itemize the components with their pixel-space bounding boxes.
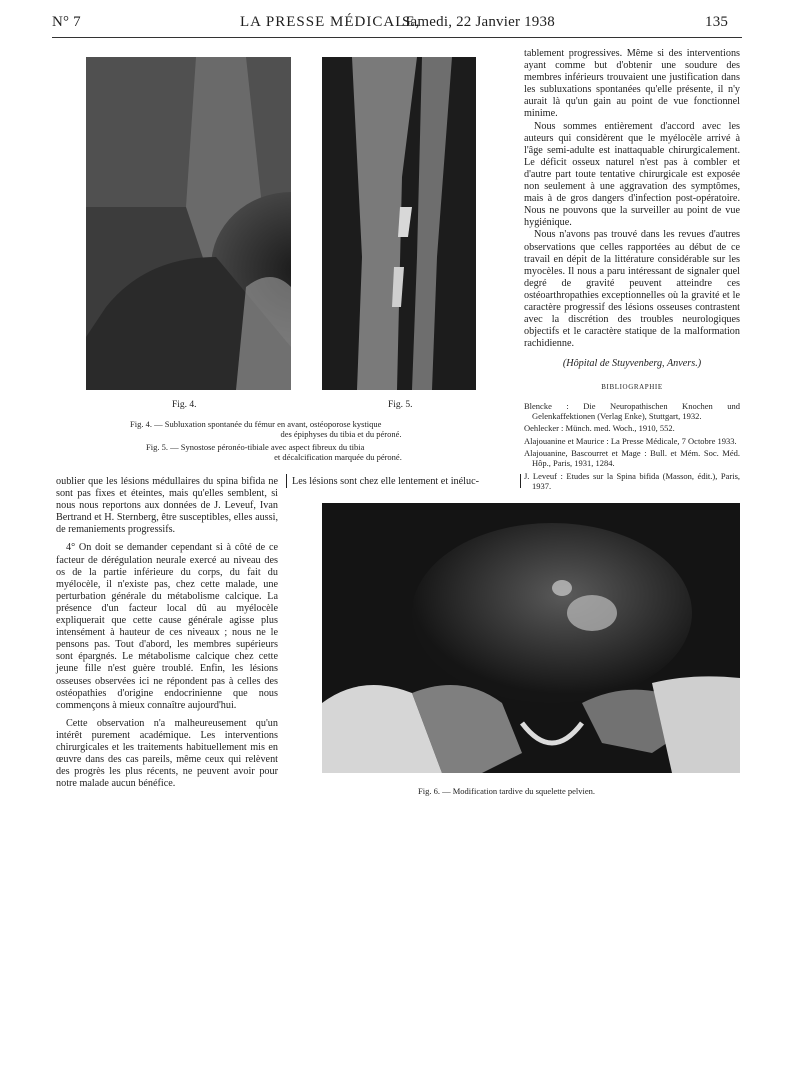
issue-date: Samedi, 22 Janvier 1938: [402, 14, 555, 30]
bib-entry: J. Leveuf : Etudes sur la Spina bifida (Masson, édit.), Paris, 1937.: [524, 470, 740, 491]
figure-4-caption-line2: des épiphyses du tibia et du péroné.: [280, 429, 402, 439]
figure-5-xray: [322, 57, 476, 390]
figure-4-label: Fig. 4.: [172, 400, 197, 410]
bibliography-list: [524, 401, 740, 491]
figure-4-xray: [86, 57, 291, 390]
figure-4-caption: [130, 419, 490, 439]
figure-5-caption-line1: Fig. 5. — Synostose péronéo-tibiale avec aspect fibreux du tibia: [146, 442, 365, 452]
right-paragraph-1: tablement progressives. Même si des interventions ayant comme but d'obtenir une soudure des membres inférieurs trouvaient une justification dans les subluxations spontanées qu'elle présente, il n'y aurait là qu'un gain au point de vue fonctionnel minime.: [524, 48, 740, 120]
bib-entry: Oehlecker : Münch. med. Woch., 1910, 552.: [524, 423, 675, 434]
figure-5-label: Fig. 5.: [388, 400, 413, 410]
column-bar-left: [286, 474, 287, 488]
issue-number: N° 7: [52, 14, 81, 30]
right-paragraph-2: Nous sommes entièrement d'accord avec les auteurs qui considèrent que le myélocèle arrivé à l'âge semi-adulte est inattaquable chirurgicalement. Le déficit osseux naturel n'est pas à combler et d'autre part toute tentative chirurgicale est exposée non seulement à une aggravation des symptômes, mais à de gros dangers d'infection post-opératoire. Nous ne pouvons que la surveiller au point de vue hygiénique.: [524, 120, 740, 229]
journal-title: LA PRESSE MÉDICALE,: [240, 14, 421, 30]
bib-entry: Blencke : Die Neuropathischen Knochen und Gelenkaffektionen (Verlag Enke), Stuttgart, 1932.: [524, 400, 740, 422]
middle-line: Les lésions sont chez elle lentement et inéluc-: [292, 476, 479, 487]
affiliation: (Hôpital de Stuyvenberg, Anvers.): [562, 358, 702, 370]
figure-6-caption: Fig. 6. — Modification tardive du squelette pelvien.: [418, 786, 596, 796]
left-column: [56, 476, 278, 790]
bib-entry: Alajouanine, Bascourret et Mage : Bull. et Mém. Soc. Méd. Hôp., Paris, 1931, 1284.: [524, 447, 740, 469]
figure-5-caption: [146, 442, 490, 462]
figure-4-caption-line1: Fig. 4. — Subluxation spontanée du fémur en avant, ostéoporose kystique: [130, 419, 382, 429]
bibliography-title: BIBLIOGRAPHIE: [601, 383, 663, 392]
left-paragraph-3: Cette observation n'a malheureusement qu'un intérêt purement académique. Les interventions chirurgicales et les traitements habituellement mis en œuvre dans des cas pareils, même ceux qui relèvent des progrès les plus récents, ne peuvent avoir pour notre malade aucun bénéfice.: [56, 717, 278, 790]
header-rule: [52, 37, 742, 38]
right-column: [524, 48, 740, 493]
column-bar-right: [520, 474, 521, 488]
right-paragraph-3: Nous n'avons pas trouvé dans les revues d'autres observations que celles rapportées au début de ce travail en dépit de la littérature considérable sur les myocèles. Il nous a paru intéressant de signaler quel degré de gravité peuvent atteindre ces ostéoarthropathies exceptionnelles où la gravité et le caractère progressif des lésions osseuses contrastent avec la discrétion des troubles neurologiques objectifs et le caractère statique de la malformation rachidienne.: [524, 229, 740, 350]
left-paragraph-2: 4° On doit se demander cependant si à côté de ce facteur de dérégulation neurale exercé au niveau des os de la partie inférieure du corps, du fait du myélocèle, il n'existe pas, chez cette malade, une perturbation générale du métabolisme calcique. La présence d'un facteur local dû au myélocèle expliquerait que cette cause générale agisse plus intensément à hauteur de ces niveaux ; nous ne le pensons pas. Tout d'abord, les membres supérieurs sont épargnés. Le métabolisme calcique chez cette jeune fille n'est guère troublé. Enfin, les lésions osseuses observées ici ne répondent pas à celles des ostéopathies d'origine endocrinienne que nous commençons à mieux connaître aujourd'hui.: [56, 542, 278, 711]
figure-5-caption-line2: et décalcification marquée du péroné.: [274, 452, 402, 462]
left-paragraph-1: oublier que les lésions médullaires du spina bifida ne sont pas fixes et éteintes, mais qu'elles semblent, si nous nous reportons aux données de J. Leveuf, Ivan Bertrand et H. Sternberg, être susceptibles, elles aussi, de remaniements progressifs.: [56, 476, 278, 536]
bib-entry: Alajouanine et Maurice : La Presse Médicale, 7 Octobre 1933.: [524, 435, 737, 446]
page-number: 135: [705, 14, 729, 30]
figure-6-xray: [322, 503, 740, 773]
